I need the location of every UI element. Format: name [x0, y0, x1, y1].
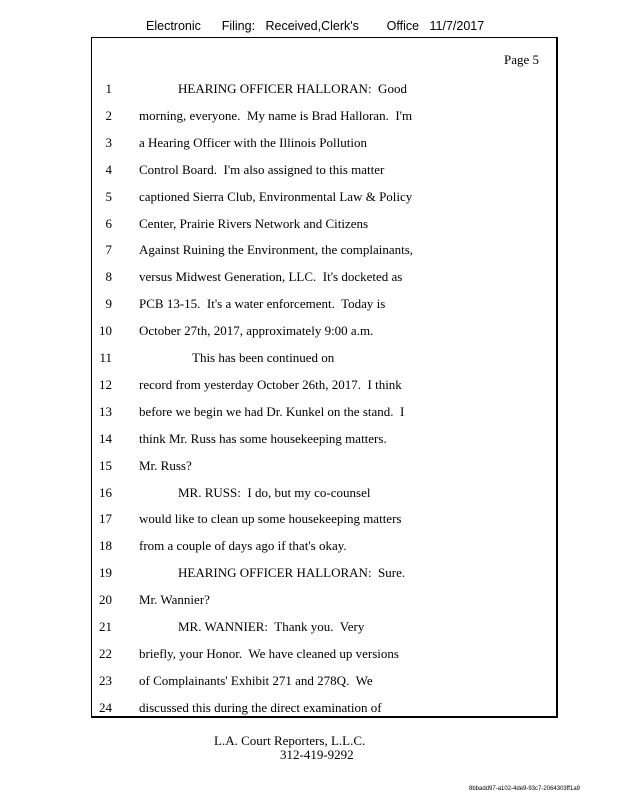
line-number: 14	[99, 430, 112, 446]
line-number: 19	[99, 565, 112, 581]
transcript-line	[92, 538, 556, 554]
line-number: 8	[105, 269, 112, 285]
transcript-line	[92, 431, 556, 447]
line-number: 15	[99, 457, 112, 473]
line-text: morning, everyone. My name is Brad Halloran. I'm	[139, 107, 413, 123]
line-text: before we begin we had Dr. Kunkel on the stand. I	[139, 403, 405, 419]
transcript-line	[92, 269, 556, 285]
line-text: HEARING OFFICER HALLORAN: Good	[178, 81, 407, 96]
line-text: briefly, your Honor. We have cleaned up versions	[139, 645, 399, 661]
line-text: a Hearing Officer with the Illinois Pollution	[139, 134, 367, 150]
line-number: 11	[99, 350, 112, 365]
line-text: captioned Sierra Club, Environmental Law & Policy	[139, 188, 413, 204]
transcript-page	[91, 37, 558, 718]
line-number: 13	[99, 403, 112, 419]
line-text: MR. RUSS: I do, but my co-counsel	[178, 484, 371, 500]
transcript-line	[92, 108, 556, 124]
line-text: Center, Prairie Rivers Network and Citizens	[139, 215, 369, 231]
page-number: Page 5	[503, 52, 539, 67]
line-text: Control Board. I'm also assigned to this matter	[139, 161, 385, 177]
line-text: think Mr. Russ has some housekeeping matters.	[139, 430, 387, 446]
line-number: 23	[99, 672, 112, 688]
line-number: 20	[99, 592, 112, 608]
line-number: 24	[99, 699, 112, 715]
line-number: 21	[99, 619, 112, 634]
line-number: 22	[99, 645, 112, 661]
line-text: discussed this during the direct examination of	[139, 699, 382, 715]
line-number: 12	[99, 376, 112, 392]
line-number: 1	[105, 81, 112, 96]
transcript-line	[92, 700, 556, 716]
transcript-line	[92, 458, 556, 474]
transcript-line	[92, 296, 556, 312]
transcript-line	[92, 404, 556, 420]
line-number: 6	[105, 215, 112, 231]
transcript-line	[92, 646, 556, 662]
line-number: 5	[105, 188, 112, 204]
transcript-line	[92, 162, 556, 178]
line-text: This has been continued on	[192, 350, 335, 365]
line-text: October 27th, 2017, approximately 9:00 a.m.	[139, 323, 374, 339]
line-number: 2	[105, 107, 112, 123]
transcript-line	[92, 485, 556, 501]
transcript-line	[92, 511, 556, 527]
line-text: PCB 13-15. It's a water enforcement. Today is	[139, 296, 386, 312]
line-text: of Complainants' Exhibit 271 and 278Q. We	[139, 672, 373, 688]
filing-stamp: Electronic Filing: Received,Clerk's Office 11/7/2017	[146, 19, 485, 33]
transcript-line	[92, 673, 556, 689]
transcript-line	[92, 350, 556, 366]
reporter-company: L.A. Court Reporters, L.L.C.	[214, 733, 366, 748]
line-text: Mr. Wannier?	[139, 592, 210, 608]
transcript-line	[92, 565, 556, 581]
transcript-line	[92, 216, 556, 232]
transcript-line	[92, 81, 556, 97]
transcript-line	[92, 135, 556, 151]
transcript-line	[92, 377, 556, 393]
line-number: 9	[105, 296, 112, 312]
document-hash: 8bbadd97-a102-4de9-93c7-2064303ff1a9	[469, 786, 580, 792]
line-number: 7	[105, 242, 112, 258]
transcript-line	[92, 619, 556, 635]
line-number: 3	[105, 134, 112, 150]
line-text: record from yesterday October 26th, 2017. I think	[139, 376, 402, 392]
line-text: Mr. Russ?	[139, 457, 192, 473]
line-number: 18	[99, 538, 112, 554]
line-text: would like to clean up some housekeeping matters	[139, 511, 402, 527]
transcript-line	[92, 242, 556, 258]
line-number: 16	[99, 484, 112, 500]
transcript-line	[92, 189, 556, 205]
line-text: Against Ruining the Environment, the complainants,	[139, 242, 414, 258]
transcript-line	[92, 323, 556, 339]
line-text: from a couple of days ago if that's okay.	[139, 538, 347, 554]
line-text: HEARING OFFICER HALLORAN: Sure.	[178, 565, 406, 581]
line-number: 4	[105, 161, 112, 177]
transcript-line	[92, 592, 556, 608]
line-text: versus Midwest Generation, LLC. It's docketed as	[139, 269, 403, 285]
line-number: 17	[99, 511, 112, 527]
line-number: 10	[99, 323, 112, 339]
line-text: MR. WANNIER: Thank you. Very	[178, 619, 365, 634]
reporter-phone: 312-419-9292	[280, 747, 354, 762]
